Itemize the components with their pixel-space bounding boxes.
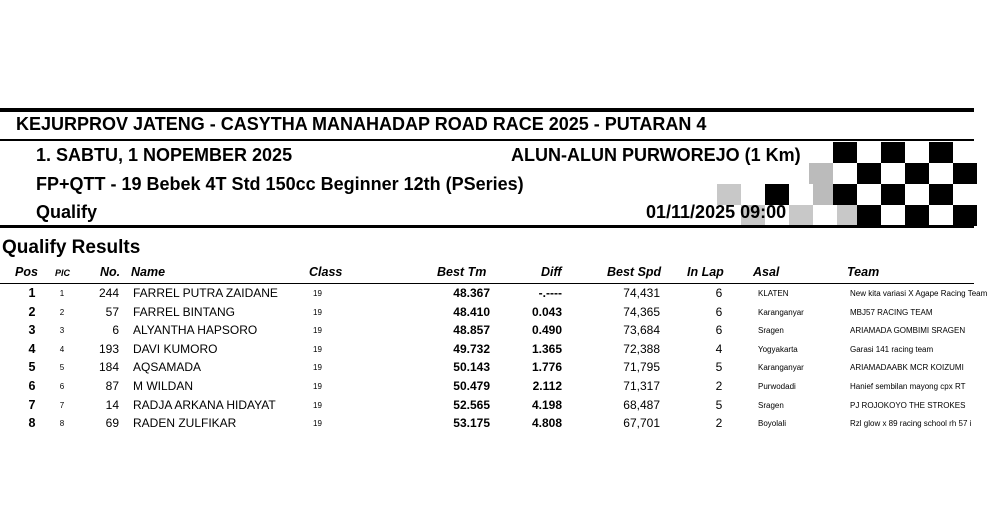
col-no: No. — [100, 265, 121, 279]
event-title: KEJURPROV JATENG - CASYTHA MANAHADAP ROAD RACE 2025 - PUTARAN 4 — [16, 114, 707, 134]
cell-pos: 5 — [28, 360, 36, 375]
cell-no: 184 — [98, 360, 119, 375]
cell-name: AQSAMADA — [133, 360, 202, 375]
table-row — [0, 305, 974, 324]
cell-name: RADJA ARKANA HIDAYAT — [133, 397, 276, 412]
cell-pic: 6 — [59, 382, 65, 391]
cell-best-tm: 50.479 — [453, 379, 490, 393]
cell-class: 19 — [313, 419, 322, 429]
cell-class: 19 — [313, 326, 322, 336]
cell-class: 19 — [313, 382, 322, 391]
cell-in-lap: 4 — [715, 341, 723, 356]
cell-name: M WILDAN — [133, 379, 193, 393]
cell-no: 244 — [98, 286, 119, 300]
cell-name: DAVI KUMORO — [133, 341, 218, 356]
cell-in-lap: 5 — [715, 360, 723, 375]
cell-pos: 2 — [28, 304, 36, 319]
table-header — [0, 265, 974, 284]
col-team: Team — [847, 265, 880, 279]
cell-asal: Purwodadi — [758, 382, 796, 391]
cell-best-spd: 74,431 — [623, 286, 660, 300]
venue: ALUN-ALUN PURWOREJO (1 Km) — [511, 145, 801, 165]
cell-best-tm: 48.367 — [453, 286, 490, 300]
cell-diff: 1.776 — [531, 360, 562, 375]
cell-pic: 2 — [59, 307, 65, 317]
cell-class: 19 — [313, 289, 322, 298]
cell-best-spd: 71,795 — [623, 360, 660, 375]
session-name: Qualify — [36, 202, 98, 222]
cell-pic: 4 — [59, 344, 65, 354]
cell-best-spd: 68,487 — [623, 397, 660, 412]
table-row — [0, 286, 987, 305]
cell-team: Hanief sembilan mayong cpx RT — [850, 382, 966, 391]
cell-diff: 4.198 — [531, 397, 562, 412]
cell-team: ARIAMADA GOMBIMI SRAGEN — [850, 326, 966, 336]
cell-asal: Boyolali — [758, 419, 787, 429]
cell-pos: 6 — [28, 379, 36, 393]
cell-pic: 5 — [59, 363, 65, 373]
cell-no: 57 — [105, 304, 119, 319]
cell-class: 19 — [313, 307, 322, 317]
cell-in-lap: 6 — [715, 304, 723, 319]
cell-best-spd: 67,701 — [623, 416, 660, 431]
cell-best-tm: 48.410 — [453, 304, 490, 319]
cell-class: 19 — [313, 363, 322, 373]
cell-asal: Karanganyar — [758, 307, 804, 317]
cell-no: 193 — [98, 341, 119, 356]
col-asal: Asal — [753, 265, 780, 279]
cell-class: 19 — [313, 400, 322, 410]
cell-best-spd: 74,365 — [623, 304, 660, 319]
header-separator — [0, 139, 974, 141]
cell-best-spd: 72,388 — [623, 341, 660, 356]
cell-name: FARREL BINTANG — [133, 304, 236, 319]
cell-best-spd: 73,684 — [623, 323, 660, 338]
cell-name: FARREL PUTRA ZAIDANE — [133, 286, 278, 300]
cell-diff: 4.808 — [531, 416, 562, 431]
cell-team: ARIAMADAABK MCR KOIZUMI — [850, 363, 964, 373]
col-name: Name — [131, 265, 166, 279]
table-row — [0, 342, 974, 361]
cell-asal: Sragen — [758, 326, 784, 336]
cell-diff: 1.365 — [531, 341, 562, 356]
session-datetime: 01/11/2025 09:00 — [646, 202, 787, 222]
cell-pic: 7 — [59, 400, 65, 410]
cell-no: 87 — [105, 379, 119, 393]
cell-in-lap: 2 — [715, 379, 723, 393]
cell-asal: Karanganyar — [758, 363, 804, 373]
col-class: Class — [309, 265, 343, 279]
col-pos: Pos — [15, 265, 38, 279]
cell-best-spd: 71,317 — [623, 379, 660, 393]
cell-best-tm: 53.175 — [453, 416, 490, 431]
cell-best-tm: 48.857 — [453, 323, 490, 338]
cell-no: 6 — [112, 323, 119, 338]
cell-diff: 0.043 — [531, 304, 562, 319]
cell-asal: Sragen — [758, 400, 784, 410]
cell-team: New kita variasi X Agape Racing Team — [850, 289, 987, 298]
cell-team: PJ ROJOKOYO THE STROKES — [850, 400, 966, 410]
cell-in-lap: 5 — [715, 397, 723, 412]
col-best-spd: Best Spd — [607, 265, 662, 279]
col-in-lap: In Lap — [687, 265, 724, 279]
race-day: 1. SABTU, 1 NOPEMBER 2025 — [36, 145, 293, 165]
cell-team: Garasi 141 racing team — [850, 344, 934, 354]
cell-pos: 4 — [28, 341, 36, 356]
cell-in-lap: 6 — [715, 286, 723, 300]
race-class: FP+QTT - 19 Bebek 4T Std 150cc Beginner 12th (PSeries) — [36, 174, 524, 194]
cell-best-tm: 49.732 — [453, 341, 490, 356]
cell-best-tm: 50.143 — [453, 360, 490, 375]
cell-asal: Yogyakarta — [758, 344, 798, 354]
cell-pos: 1 — [28, 286, 36, 300]
cell-best-tm: 52.565 — [453, 397, 490, 412]
cell-team: Rzl glow x 89 racing school rh 57 i — [850, 419, 972, 429]
cell-in-lap: 6 — [715, 323, 723, 338]
table-row — [0, 323, 974, 342]
cell-pic: 8 — [59, 419, 65, 429]
cell-diff: -.---- — [538, 286, 562, 300]
cell-pic: 1 — [59, 289, 65, 298]
header-top-rule — [0, 108, 974, 112]
table-row — [0, 416, 974, 435]
table-row — [0, 398, 974, 417]
cell-pos: 8 — [28, 416, 36, 431]
header-bottom-rule — [0, 225, 974, 228]
cell-in-lap: 2 — [715, 416, 723, 431]
cell-diff: 0.490 — [531, 323, 562, 338]
cell-class: 19 — [313, 344, 322, 354]
cell-name: RADEN ZULFIKAR — [133, 416, 237, 431]
col-best-tm: Best Tm — [437, 265, 487, 279]
cell-team: MBJ57 RACING TEAM — [850, 307, 933, 317]
col-pic: PIC — [55, 268, 71, 278]
table-row — [0, 360, 974, 379]
cell-diff: 2.112 — [532, 379, 562, 393]
table-row — [0, 379, 974, 398]
cell-asal: KLATEN — [758, 289, 789, 298]
col-diff: Diff — [541, 265, 562, 279]
cell-pos: 3 — [28, 323, 36, 338]
section-title: Qualify Results — [2, 237, 141, 258]
cell-name: ALYANTHA HAPSORO — [133, 323, 258, 338]
cell-pos: 7 — [28, 397, 36, 412]
cell-no: 69 — [105, 416, 119, 431]
cell-pic: 3 — [59, 326, 65, 336]
cell-no: 14 — [105, 397, 119, 412]
